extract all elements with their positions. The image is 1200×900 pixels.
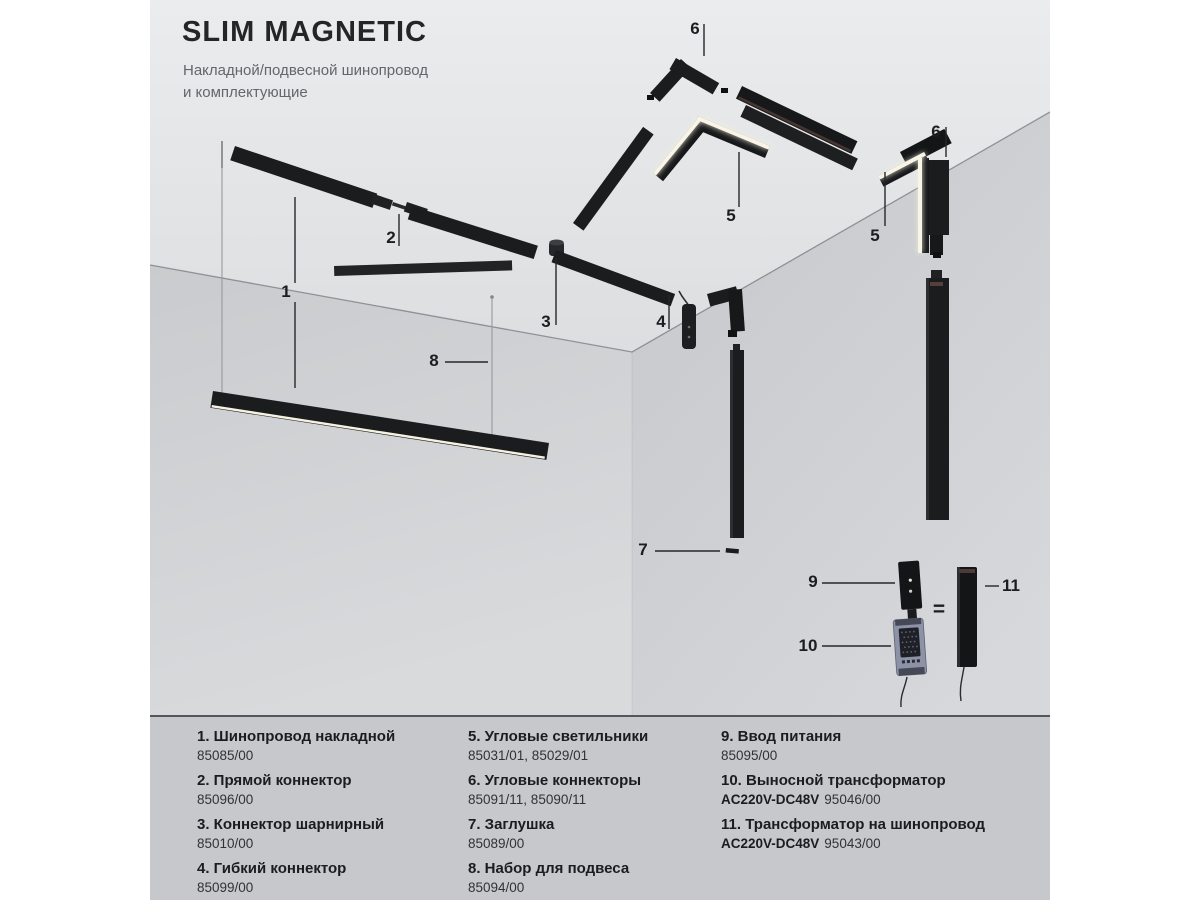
callout-1: 1: [281, 282, 291, 301]
callout-6-right: 6: [931, 122, 941, 141]
callout-2: 2: [386, 228, 396, 247]
legend-item: [197, 772, 395, 808]
legend-item-title: 5. Угловые светильники: [468, 728, 649, 745]
external-transformer-10: [893, 618, 927, 676]
legend-item-title: 2. Прямой коннектор: [197, 772, 352, 789]
subtitle-line-1: Накладной/подвесной шинопровод: [183, 62, 429, 79]
legend-item-title: 9. Ввод питания: [721, 728, 842, 745]
wall-track-tall: [926, 270, 949, 520]
legend-item: [468, 772, 648, 808]
equals-sign: =: [932, 598, 946, 621]
callout-5-right: 5: [870, 226, 880, 245]
scene-illustration: [150, 0, 1050, 716]
callout-10: 10: [798, 636, 818, 655]
callout-4: 4: [656, 312, 666, 331]
legend-item: [468, 860, 648, 896]
legend-item-title: 6. Угловые коннекторы: [468, 772, 642, 789]
subtitle-line-2: и комплектующие: [183, 84, 308, 101]
legend-item-code: AC220V-DC48V 95043/00: [721, 836, 881, 851]
legend-item: [468, 728, 648, 764]
legend-item-title: 1. Шинопровод накладной: [197, 728, 396, 745]
legend-column-2: [468, 728, 648, 900]
legend-item-title: 7. Заглушка: [468, 816, 555, 833]
legend-column-3: [721, 728, 985, 860]
legend-item-code: 85031/01, 85029/01: [468, 748, 589, 763]
legend-item: [197, 728, 395, 764]
legend-item-code: 85091/11, 85090/11: [468, 792, 587, 807]
page-title: SLIM MAGNETIC: [182, 16, 427, 48]
legend-item-code: AC220V-DC48V 95046/00: [721, 792, 881, 807]
legend-item: [197, 816, 395, 852]
legend-item-code: 85096/00: [197, 792, 254, 807]
legend-item-code: 85095/00: [721, 748, 778, 763]
legend-item: [721, 772, 985, 808]
legend-item-code: 85089/00: [468, 836, 525, 851]
callout-6-top: 6: [690, 19, 700, 38]
legend-item: [721, 816, 985, 852]
callout-7: 7: [638, 540, 648, 559]
legend-item-title: 11. Трансформатор на шинопровод: [721, 816, 986, 833]
callout-3: 3: [541, 312, 551, 331]
render-area: [150, 0, 1050, 900]
legend-column-1: [197, 728, 395, 900]
callout-8: 8: [429, 351, 439, 370]
legend-item: [468, 816, 648, 852]
legend-item-code: 85099/00: [197, 880, 254, 895]
callout-5-top: 5: [726, 206, 736, 225]
legend-item-title: 8. Набор для подвеса: [468, 860, 630, 877]
legend-item-code: 85010/00: [197, 836, 254, 851]
legend-item-code: 85094/00: [468, 880, 525, 895]
legend-item-title: 4. Гибкий коннектор: [197, 860, 347, 877]
callout-11: 11: [1002, 576, 1020, 595]
legend-item-title: 10. Выносной трансформатор: [721, 772, 946, 789]
legend-item-code: 85085/00: [197, 748, 254, 763]
callout-9: 9: [808, 572, 818, 591]
page-subtitle: [183, 60, 428, 104]
wall-track-short: [730, 344, 744, 538]
legend: [150, 715, 1050, 900]
legend-item: [721, 728, 985, 764]
legend-item-title: 3. Коннектор шарнирный: [197, 816, 385, 833]
legend-item: [197, 860, 395, 896]
